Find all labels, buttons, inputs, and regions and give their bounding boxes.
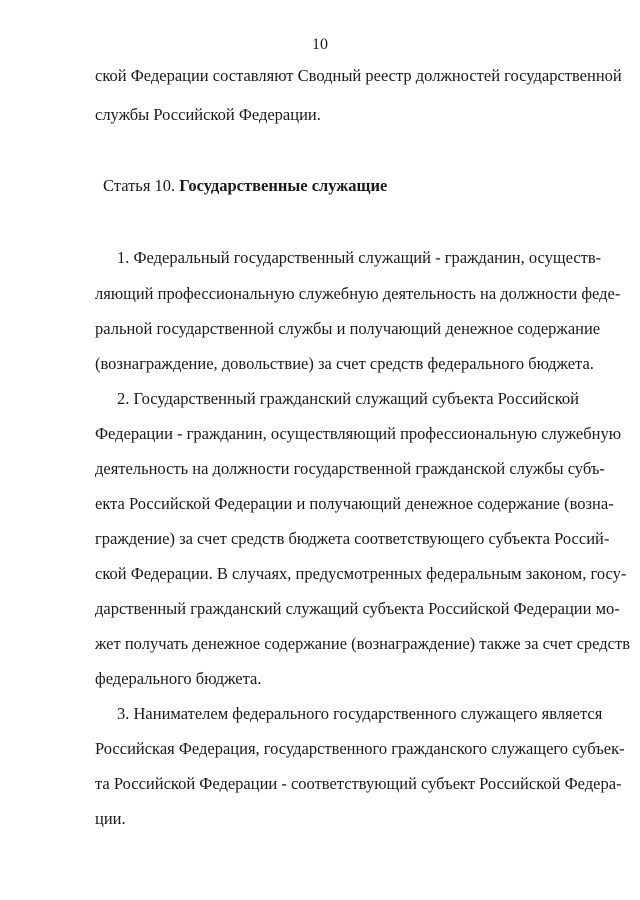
page-number: 10 <box>312 36 328 53</box>
paragraph-2-line-1: 2. Государственный гражданский служащий субъекта Российской <box>117 389 579 408</box>
paragraph-1-line-2: ляющий профессиональную служебную деятельность на должности феде- <box>95 284 621 303</box>
paragraph-2-line-4: екта Российской Федерации и получающий денежное содержание (возна- <box>95 494 614 513</box>
paragraph-2-line-7: дарственный гражданский служащий субъекта Российской Федерации мо- <box>95 599 620 618</box>
article-heading <box>103 176 577 196</box>
intro-line-2: службы Российской Федерации. <box>95 105 321 124</box>
paragraph-3-line-2: Российская Федерация, государственного гражданского служащего субъек- <box>95 739 625 758</box>
paragraph-1-line-3: ральной государственной службы и получающий денежное содержание <box>95 319 601 338</box>
article-title: Государственные служащие <box>179 176 388 195</box>
paragraph-3-line-4: ции. <box>95 809 126 828</box>
paragraph-2-line-3: деятельность на должности государственной гражданской службы субъ- <box>95 459 605 478</box>
paragraph-2-line-6: ской Федерации. В случаях, предусмотренных федеральным законом, госу- <box>95 564 627 583</box>
paragraph-3-line-3: та Российской Федерации - соответствующий субъект Российской Федера- <box>95 774 622 793</box>
intro-line-1: ской Федерации составляют Сводный реестр должностей государственной <box>95 66 622 85</box>
paragraph-2-line-9: федерального бюджета. <box>95 669 262 688</box>
paragraph-1-line-4: (вознаграждение, довольствие) за счет средств федерального бюджета. <box>95 354 594 373</box>
paragraph-3-line-1: 3. Нанимателем федерального государственного служащего является <box>117 704 603 723</box>
paragraph-2-line-5: граждение) за счет средств бюджета соответствующего субъекта Россий- <box>95 529 610 548</box>
article-label: Статья 10. <box>103 176 176 195</box>
paragraph-2-line-2: Федерации - гражданин, осуществляющий профессиональную служебную <box>95 424 622 443</box>
paragraph-1-line-1: 1. Федеральный государственный служащий - гражданин, осуществ- <box>117 248 602 267</box>
paragraph-2-line-8: жет получать денежное содержание (вознаграждение) также за счет средств <box>95 634 631 653</box>
